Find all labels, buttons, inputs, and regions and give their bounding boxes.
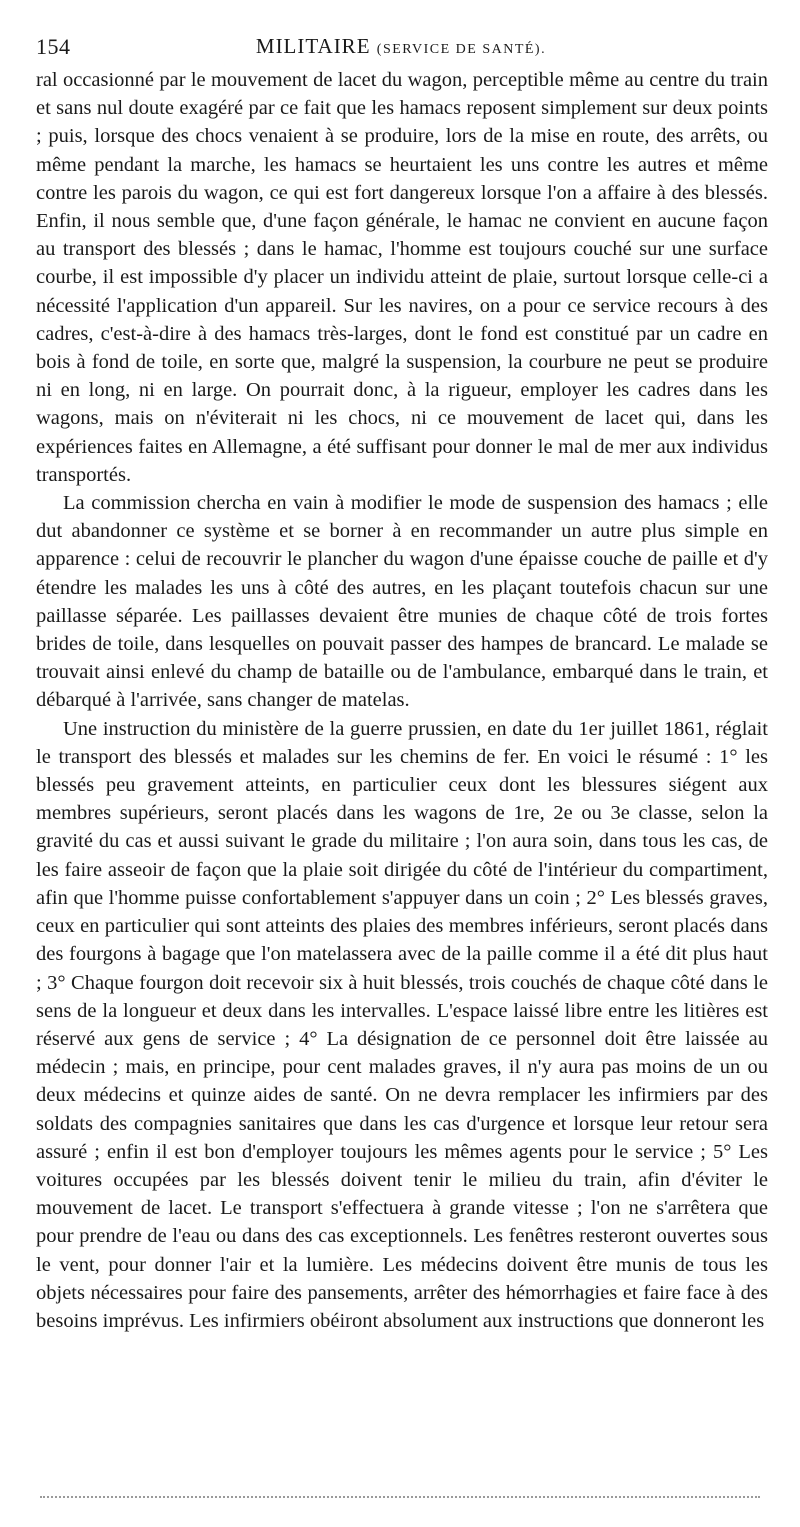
page-header	[36, 34, 766, 64]
footer-rule	[40, 1496, 760, 1498]
running-head	[36, 34, 766, 59]
paragraph-instruction: Une instruction du ministère de la guerre prussien, en date du 1er juillet 1861, réglait le transport des blessés et malades sur les chemins de fer. En voici le résumé : 1° les blessés peu gravement atteints, en particulier ceux dont les blessures siégent aux membres supérieurs, seront placés dans les wagons de 1re, 2e ou 3e classe, selon la gravité du cas et aussi suivant le grade du militaire ; l'on aura soin, dans tous les cas, de les faire asseoir de façon que la plaie soit dirigée du côté de l'intérieur du compartiment, afin que l'homme puisse confortablement s'appuyer dans un coin ; 2° Les blessés graves, ceux en particulier qui sont atteints des plaies des membres inférieurs, seront placés dans des fourgons à bagage que l'on matelassera avec de la paille comme il a été dit plus haut ; 3° Chaque fourgon doit recevoir six à huit blessés, trois couchés de chaque côté dans le sens de la longueur et deux dans les intervalles. L'espace laissé libre entre les litières est réservé aux gens de service ; 4° La désignation de ce personnel doit être laissée au médecin ; mais, en principe, pour cent malades graves, il n'y aura pas moins de un ou deux médecins et quinze aides de santé. On ne devra remplacer les infirmiers par des soldats des compagnies sanitaires que dans les cas d'urgence et lorsque leur retour sera assuré ; enfin il est bon d'employer toujours les mêmes agents pour le service ; 5° Les voitures occupées par les blessés doivent tenir le milieu du train, afin d'éviter le mouvement de lacet. Le transport s'effectuera à grande vitesse ; l'on ne s'arrêtera que pour prendre de l'eau ou dans des cas exceptionnels. Les fenêtres resteront ouvertes sous le vent, pour donner l'air et la lumière. Les médecins doivent être munis de tous les objets nécessaires pour faire des pansements, arrêter des hémorrhagies et faire face à des besoins imprévus. Les infirmiers obéiront absolument aux instructions que donneront les	[36, 717, 768, 1332]
paragraph-continuation: ral occasionné par le mouvement de lacet du wagon, perceptible même au centre du train et sans nul doute exagéré par ce fait que les hamacs reposent simplement sur deux points ; puis, lorsque des chocs venaient à se produire, lors de la mise en route, des arrêts, ou même pendant la marche, les hamacs se heurtaient les uns contre les autres et même contre les parois du wagon, ce qui est fort dangereux lorsque l'on a affaire à des blessés. Enfin, il nous semble que, d'une façon générale, le hamac ne convient en aucune façon au transport des blessés ; dans le hamac, l'homme est toujours couché sur une surface courbe, il est impossible d'y placer un individu atteint de plaie, surtout lorsque celle-ci a nécessité l'application d'un appareil. Sur les navires, on a pour ce service recours à des cadres, c'est-à-dire à des hamacs très-larges, dont le fond est constitué par un cadre en bois à fond de toile, en sorte que, malgré la suspension, la courbure ne peut se produire ni en long, ni en large. On pourrait donc, à la rigueur, employer les cadres dans les wagons, mais on n'éviterait ni les chocs, ni ce mouvement de lacet qui, dans les expériences faites en Allemagne, a été suffisant pour donner le mal de mer aux individus transportés.	[36, 69, 768, 486]
body-text	[36, 66, 768, 1335]
page-number: 154	[36, 34, 71, 59]
running-head-title: MILITAIRE	[255, 34, 371, 58]
paragraph-commission: La commission chercha en vain à modifier le mode de suspension des hamacs ; elle dut abandonner ce système et se borner à en recommander un autre plus simple en apparence : celui de recouvrir le plancher du wagon d'une épaisse couche de paille et d'y étendre les malades les uns à côté des autres, en les plaçant toutefois chacun sur une paillasse séparée. Les paillasses devaient être munies de chaque côté de trois fortes brides de toile, dans lesquelles on pouvait passer des hampes de brancard. Le malade se trouvait ainsi enlevé du champ de bataille ou de l'ambulance, embarqué dans le train, et débarqué à l'arrivée, sans changer de matelas.	[36, 492, 768, 712]
running-head-subtitle: (SERVICE DE SANTÉ).	[376, 42, 547, 57]
